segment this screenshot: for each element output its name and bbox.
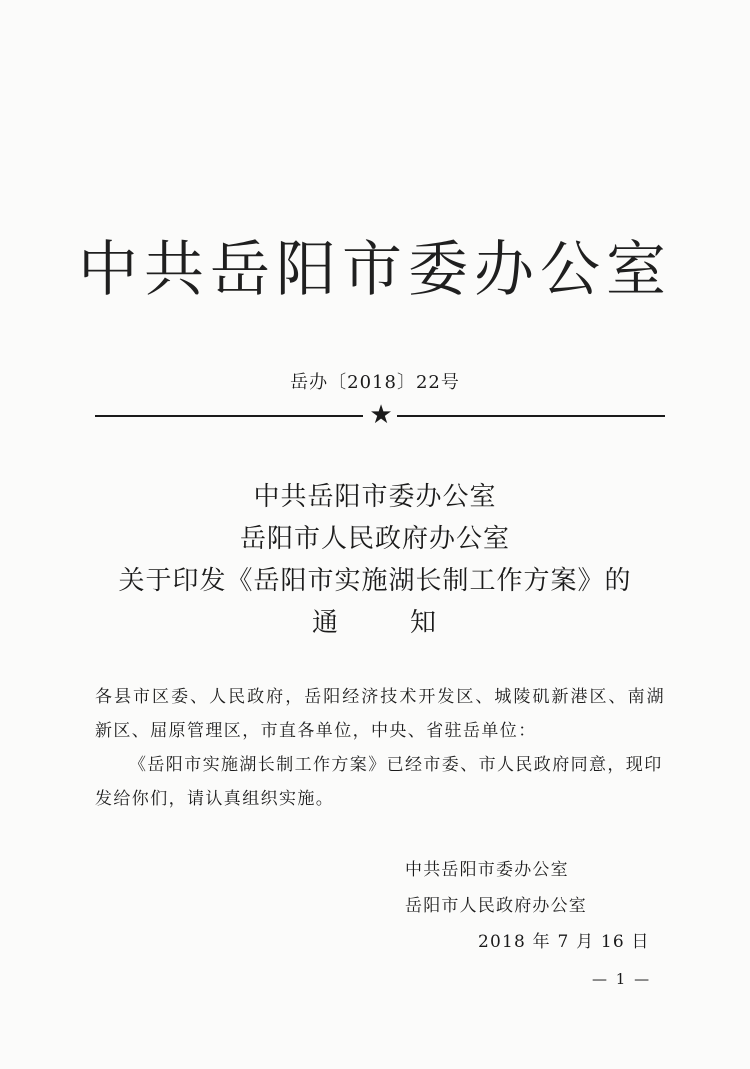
title-line-2: 岳阳市人民政府办公室 bbox=[239, 524, 510, 554]
document-body bbox=[95, 680, 665, 816]
separator-line-left bbox=[95, 415, 363, 417]
separator-line-right bbox=[397, 415, 665, 417]
signature-org-1: 中共岳阳市委办公室 bbox=[405, 860, 569, 880]
signature-org-2: 岳阳市人民政府办公室 bbox=[405, 896, 587, 916]
issue-date: 2018 年 7 月 16 日 bbox=[478, 932, 650, 952]
notice-char-1: 通 bbox=[311, 608, 340, 638]
document-number: 岳办〔2018〕22号 bbox=[290, 372, 460, 393]
title-line-1: 中共岳阳市委办公室 bbox=[253, 482, 497, 512]
notice-char-2: 知 bbox=[410, 608, 439, 638]
recipients-paragraph: 各县市区委、人民政府，岳阳经济技术开发区、城陵矶新港区、南湖新区、屈原管理区，市直各单位，中央、省驻岳单位： bbox=[95, 687, 665, 741]
star-icon: ★ bbox=[369, 400, 393, 430]
title-line-3: 关于印发《岳阳市实施湖长制工作方案》的 bbox=[118, 566, 632, 596]
content-paragraph: 《岳阳市实施湖长制工作方案》已经市委、市人民政府同意，现印发给你们，请认真组织实施。 bbox=[95, 755, 663, 809]
page-number: — 1 — bbox=[592, 970, 652, 988]
header-separator bbox=[95, 400, 665, 430]
issuer-header: 中共岳阳市委办公室 bbox=[78, 235, 672, 305]
document-title bbox=[0, 476, 750, 644]
signature-block bbox=[405, 852, 587, 924]
title-notice bbox=[0, 602, 750, 644]
